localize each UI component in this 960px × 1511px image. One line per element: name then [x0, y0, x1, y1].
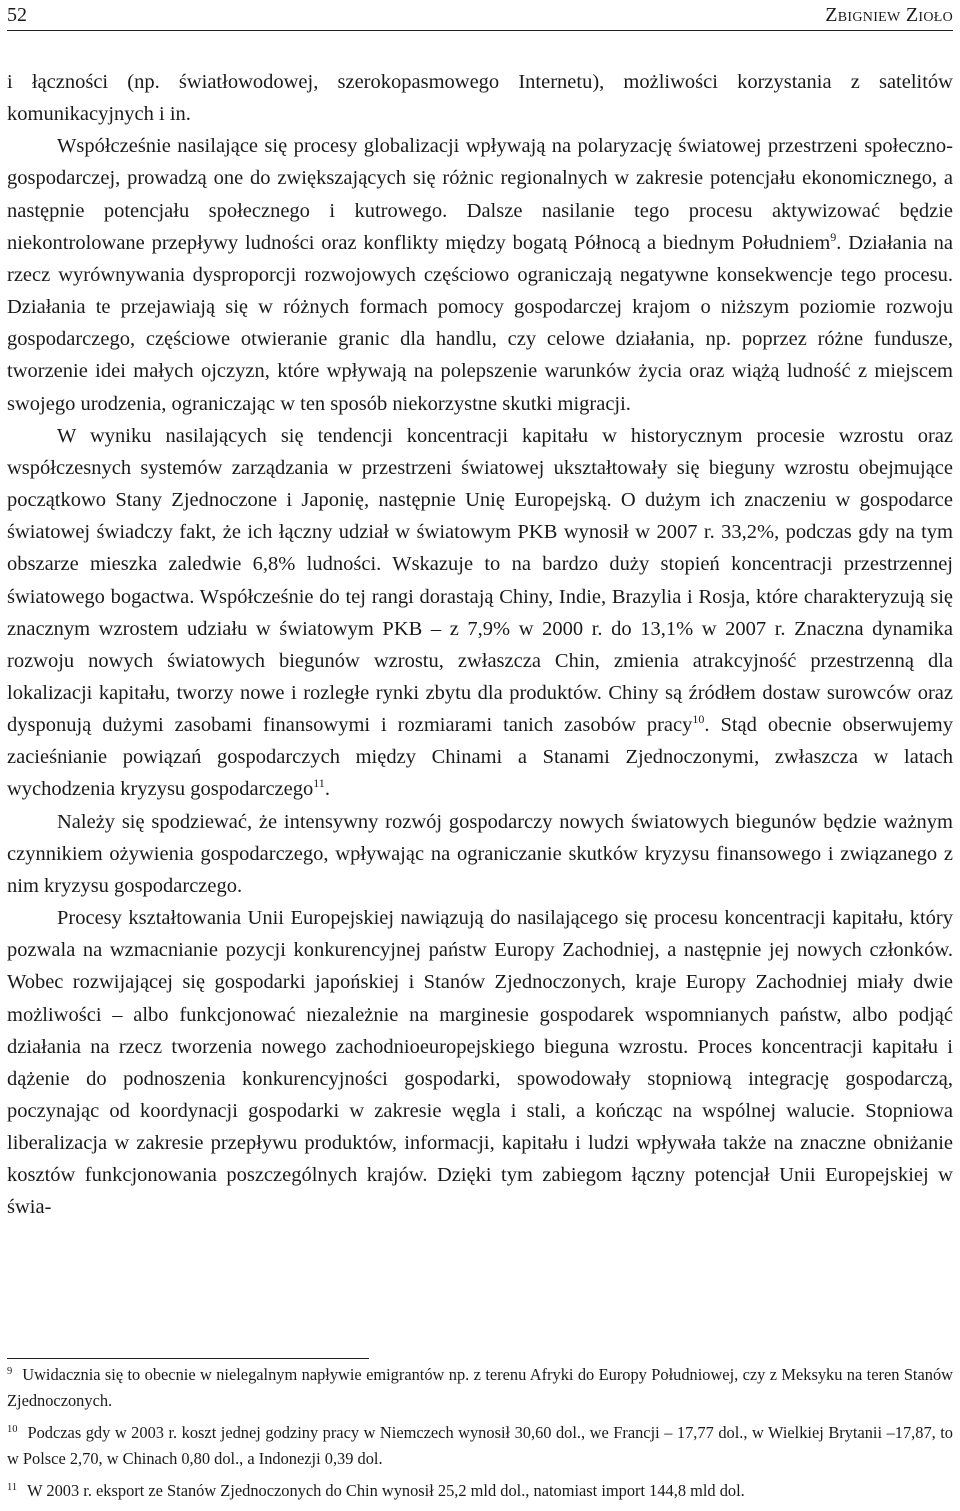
footnote-number: 9 [7, 1365, 13, 1377]
page-number: 52 [7, 4, 27, 26]
footnote [7, 1420, 953, 1471]
paragraph [7, 130, 953, 419]
footnote [7, 1478, 953, 1504]
footnote-reference: 9 [830, 229, 837, 244]
paragraph-text: Procesy kształtowania Unii Europejskiej nawiązują do nasilającego się procesu koncentracji kapitału, który pozwala na wzmacnianie pozycji konkurencyjnej państw Europy Zachodniej, a następnie jej nowych członków. Wobec rozwijającej się gospodarki japońskiej i Stanów Zjednoczonych, kraje Europy Zachodniej miały dwie możliwości – albo funkcjonować niezależnie na marginesie gospodarek wspomnianych państw, albo podjąć działania na rzecz tworzenia nowego zachodnioeuropejskiego bieguna wzrostu. Proces koncentracji kapitału i dążenie do podnoszenia konkurencyjności gospodarki, spowodowały stopniową integrację gospodarczą, poczynając od koordynacji gospodarki w zakresie węgla i stali, a kończąc na wspólnej walucie. Stopniowa liberalizacja w zakresie przepływu produktów, informacji, kapitału i ludzi wpływała także na znaczne obniżanie kosztów funkcjonowania poszczególnych krajów. Dzięki tym zabiegom łączny potencjał Unii Europejskiej w świa- [7, 907, 953, 1219]
footnotes [7, 1362, 953, 1511]
footnote-reference: 11 [313, 776, 325, 791]
paragraph [7, 902, 953, 1224]
body-text [7, 66, 953, 1224]
footnote-text: W 2003 r. eksport ze Stanów Zjednoczonych do Chin wynosił 25,2 mld dol., natomiast import 144,8 mld dol. [27, 1481, 745, 1500]
footnote-text: Podczas gdy w 2003 r. koszt jednej godziny pracy w Niemczech wynosił 30,60 dol., we Francji – 17,77 dol., w Wielkiej Brytanii –17,87, to w Polsce 2,70, w Chinach 0,80 dol., a Indonezji 0,39 dol. [7, 1423, 953, 1468]
paragraph-text: Współcześnie nasilające się procesy globalizacji wpływają na polaryzację światowej przestrzeni społeczno-gospodarczej, prowadzą one do zwiększających się różnic regionalnych w zakresie potencjału ekonomicznego, a następnie potencjału społecznego i kutrowego. Dalsze nasilanie tego procesu aktywizować będzie niekontrolowane przepływy ludności oraz konflikty między bogatą Północą a biednym Południem [7, 135, 953, 254]
paragraph-text: W wyniku nasilających się tendencji koncentracji kapitału w historycznym procesie wzrostu oraz współczesnych systemów zarządzania w przestrzeni światowej ukształtowały się bieguny wzrostu obejmujące początkowo Stany Zjednoczone i Japonię, następnie Unię Europejską. O dużym ich znaczeniu w gospodarce światowej świadczy fakt, że ich łączny udział w światowym PKB wynosił w 2007 r. 33,2%, podczas gdy na tym obszarze mieszka zaledwie 6,8% ludności. Wskazuje to na bardzo duży stopień koncentracji przestrzennej światowego bogactwa. Współcześnie do tej rangi dorastają Chiny, Indie, Brazylia i Rosja, które charakteryzują się znacznym wzrostem udziału w światowym PKB – z 7,9% w 2000 r. do 13,1% w 2007 r. Znaczna dynamika rozwoju nowych światowych biegunów wzrostu, zwłaszcza Chin, zmienia atrakcyjność przestrzenną dla lokalizacji kapitału, tworzy nowe i rozległe rynki zbytu dla produktów. Chiny są źródłem dostaw surowców oraz dysponują dużymi zasobami finansowymi i rozmiarami tanich zasobów pracy [7, 424, 953, 737]
paragraph [7, 66, 953, 130]
paragraph-text: Należy się spodziewać, że intensywny rozwój gospodarczy nowych światowych biegunów będzie ważnym czynnikiem ożywienia gospodarczego, wpływając na ograniczanie skutków kryzysu finansowego i związanego z nim kryzysu gospodarczego. [7, 810, 953, 897]
paragraph [7, 420, 953, 806]
paragraph [7, 806, 953, 902]
footnote-reference: 10 [692, 712, 705, 727]
running-head-author: Zbigniew Zioło [825, 4, 953, 26]
paragraph-text: . Stąd obecnie obserwujemy zacieśnianie powiązań gospodarczych między Chinami a Stanami Zjednoczonymi, zwłaszcza w latach wychodzenia kryzysu gospodarczego [7, 714, 953, 801]
footnote-number: 11 [7, 1481, 18, 1493]
paragraph-text: i łączności (np. światłowodowej, szerokopasmowego Internetu), możliwości korzystania z satelitów komunikacyjnych i in. [7, 71, 953, 126]
paragraph-text: . [324, 778, 330, 801]
footnote [7, 1362, 953, 1413]
footnote-number: 10 [7, 1423, 18, 1435]
footnote-text: Uwidacznia się to obecnie w nielegalnym napływie emigrantów np. z terenu Afryki do Europy Południowej, czy z Meksyku na teren Stanów Zjednoczonych. [7, 1365, 953, 1410]
paragraph-text: . Działania na rzecz wyrównywania dysproporcji rozwojowych częściowo ograniczają negatywne konsekwencje tego procesu. Działania te przejawiają się w różnych formach pomocy gospodarczej krajom o niższym poziomie rozwoju gospodarczego, częściowe otwieranie granic dla handlu, czy celowe działania, np. poprzez różne fundusze, tworzenie idei małych ojczyzn, które wpływają na polepszenie warunków życia oraz wiążą ludność z miejscem swojego urodzenia, ograniczając w ten sposób niekorzystne skutki migracji. [7, 231, 953, 415]
page-header [7, 4, 953, 31]
footnote-separator [7, 1358, 369, 1359]
